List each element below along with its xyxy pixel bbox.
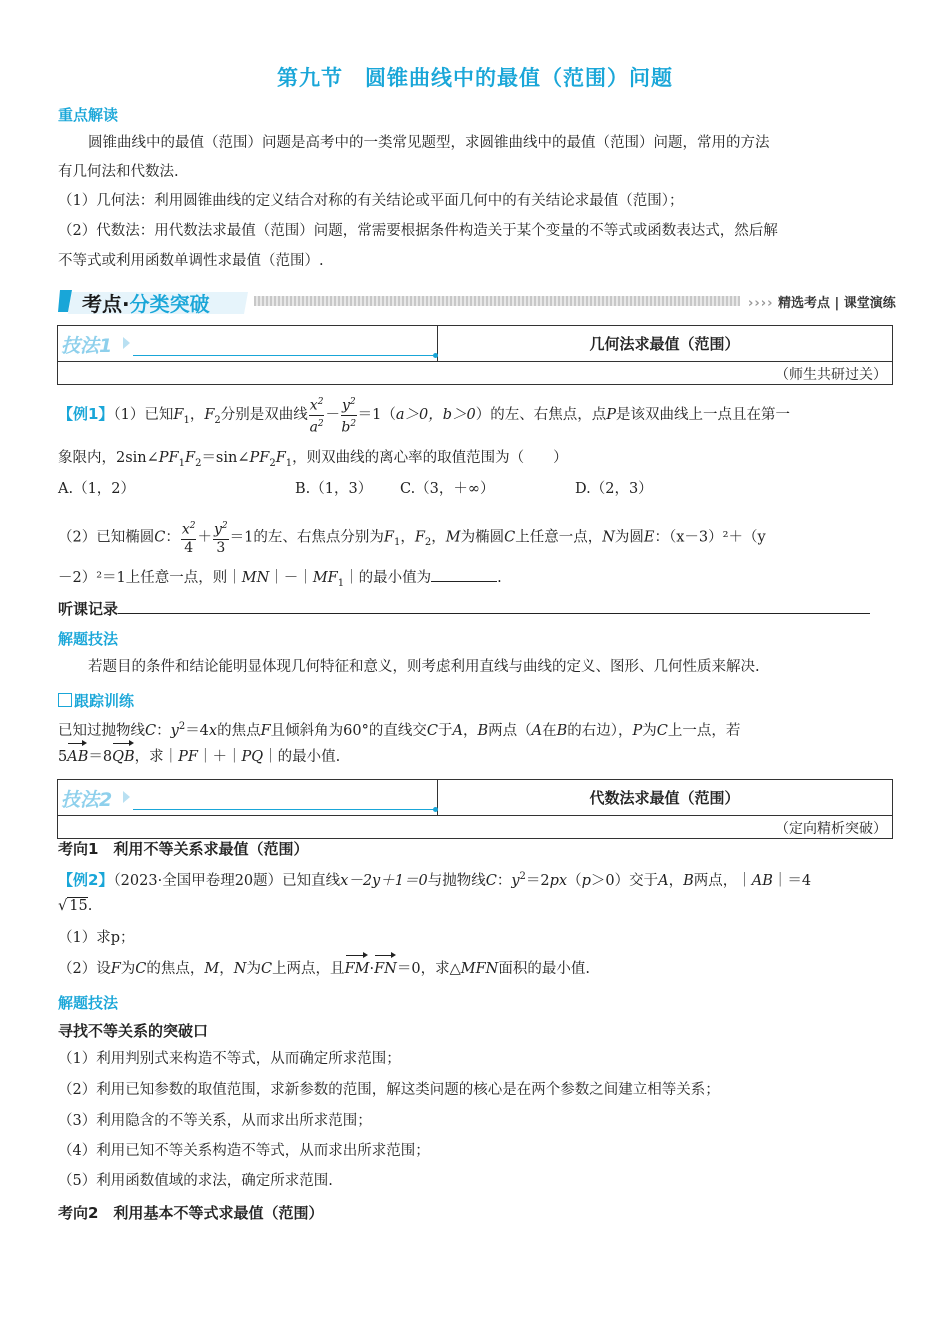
method2-heading: 解题技法 (58, 994, 119, 1012)
method2-item: （4）利用已知不等关系构造不等式，从而求出所求范围； (58, 1143, 430, 1159)
direction1-heading: 考向1 利用不等关系求最值（范围） (58, 840, 309, 858)
example1-tag: 【例1】 (58, 405, 114, 424)
fraction-x2-4: $\frac{x^2}{4}$ (181, 518, 197, 557)
play-arrow-icon (123, 337, 130, 349)
checkbox-icon (58, 693, 72, 707)
example2-question2: （2）设F为C的焦点，M，N为C上两点，且FM·FN＝0，求△MFN面积的最小值. (58, 954, 590, 984)
technique2-header (57, 779, 893, 841)
example1-part1-line1: 【例1】（1）已知$F_1$，$F_2$分别是双曲线 $\frac{x^2}{a^2}$ － $\frac{y^2}{b^2}$ ＝1（a＞0，b＞0）的左、右焦点，点P是该双曲线上一点且在第一 (58, 394, 790, 436)
technique1-header (57, 325, 893, 387)
method2-item: （2）利用已知参数的取值范围，求新参数的范围，解这类问题的核心是在两个参数之间建立相等关系； (58, 1082, 720, 1098)
method2-subheading: 寻找不等关系的突破口 (58, 1022, 209, 1040)
focus-item-algebra-line2: 不等式或利用函数单调性求最值（范围）. (58, 253, 324, 269)
sqrt-icon: √ (58, 898, 68, 914)
option-b: B.（1，3） (295, 481, 373, 497)
option-c: C.（3，＋∞） (400, 481, 495, 497)
example2-line1: 【例2】（2023·全国甲卷理20题）已知直线x－2y＋1＝0与抛物线C：$y^2=2px(p>0)$交于A，B两点，｜AB｜＝4 (58, 870, 812, 889)
focus-item-geometry: （1）几何法：利用圆锥曲线的定义结合对称的有关结论或平面几何中的有关结论求最值（范围）； (58, 193, 684, 209)
banner-logo-text: 考点·分类突破 (82, 292, 210, 316)
method1-text: 若题目的条件和结论能明显体现几何特征和意义，则考虑利用直线与曲线的定义、图形、几何性质来解决. (88, 659, 760, 675)
focus-intro-line2: 有几何法和代数法. (58, 164, 179, 180)
technique2-label: 技法2 (61, 789, 113, 811)
focus-intro-line1: 圆锥曲线中的最值（范围）问题是高考中的一类常见题型，求圆锥曲线中的最值（范围）问题，常用的方法 (88, 135, 770, 151)
focus-heading: 重点解读 (58, 106, 119, 124)
option-d: D.（2，3） (575, 481, 653, 497)
option-a: A.（1，2） (58, 481, 136, 497)
banner-right-label: ›››› 精选考点 | 课堂演练 (748, 296, 896, 311)
fraction-x2-a2: $\frac{x^2}{a^2}$ (309, 394, 325, 436)
technique2-note: （定向精析突破） (775, 821, 887, 837)
technique1-note: （师生共研过关） (775, 367, 887, 383)
example2-line2: √ 15. (58, 898, 93, 914)
fraction-y2-b2: $\frac{y^2}{b^2}$ (341, 394, 357, 436)
page-title: 第九节 圆锥曲线中的最值（范围）问题 (277, 66, 673, 90)
notes-line (58, 594, 870, 625)
technique1-label: 技法1 (61, 335, 113, 357)
example1-part1-line2: 象限内，$2\sin\angle PF_1F_2=\sin\angle PF_2F_1$，则双曲线的离心率的取值范围为（ ） (58, 450, 568, 469)
method2-item: （1）利用判别式来构造不等式，从而确定所求范围； (58, 1051, 401, 1067)
training-line2: 5AB＝8QB，求｜PF｜＋｜PQ｜的最小值. (58, 742, 340, 772)
banner-stripe (254, 296, 740, 306)
technique2-name: 代数法求最值（范围） (589, 789, 740, 807)
direction2-heading: 考向2 利用基本不等式求最值（范围） (58, 1204, 324, 1222)
chevrons-icon: ›››› (748, 296, 774, 311)
method2-item: （3）利用隐含的不等关系，从而求出所求范围； (58, 1113, 372, 1129)
technique1-name: 几何法求最值（范围） (589, 335, 740, 353)
example1-part2-line1: （2）已知椭圆C： $\frac{x^2}{4}$ ＋ $\frac{y^2}{3}$ ＝1的左、右焦点分别为$F_1$，$F_2$，M为椭圆C上任意一点，N为圆E：（x－3）²＋（y (58, 518, 766, 558)
method2-item: （5）利用函数值域的求法，确定所求范围. (58, 1173, 333, 1189)
example2-tag: 【例2】 (58, 870, 114, 889)
example2-question1: （1）求p； (58, 930, 135, 946)
focus-item-algebra-line1: （2）代数法：用代数法求最值（范围）问题，常需要根据条件构造关于某个变量的不等式或函数表达式，然后解 (58, 223, 778, 239)
notes-label: 听课记录 (58, 600, 119, 618)
answer-blank[interactable] (431, 565, 497, 582)
training-heading: 跟踪训练 (58, 690, 134, 711)
fraction-y2-3: $\frac{y^2}{3}$ (213, 518, 229, 557)
play-arrow-icon (123, 791, 130, 803)
notes-writing-line[interactable] (118, 597, 870, 614)
example1-part2-line2: －2）²＝1上任意一点，则$|MN|-|MF_1|$的最小值为 . (58, 563, 502, 599)
training-line1: 已知过抛物线C：$y^2=4x$的焦点F且倾斜角为60°的直线交C于A，B两点（A在B的右边），P为C上一点，若 (58, 721, 741, 739)
method1-heading: 解题技法 (58, 630, 119, 648)
section-banner (58, 284, 896, 320)
